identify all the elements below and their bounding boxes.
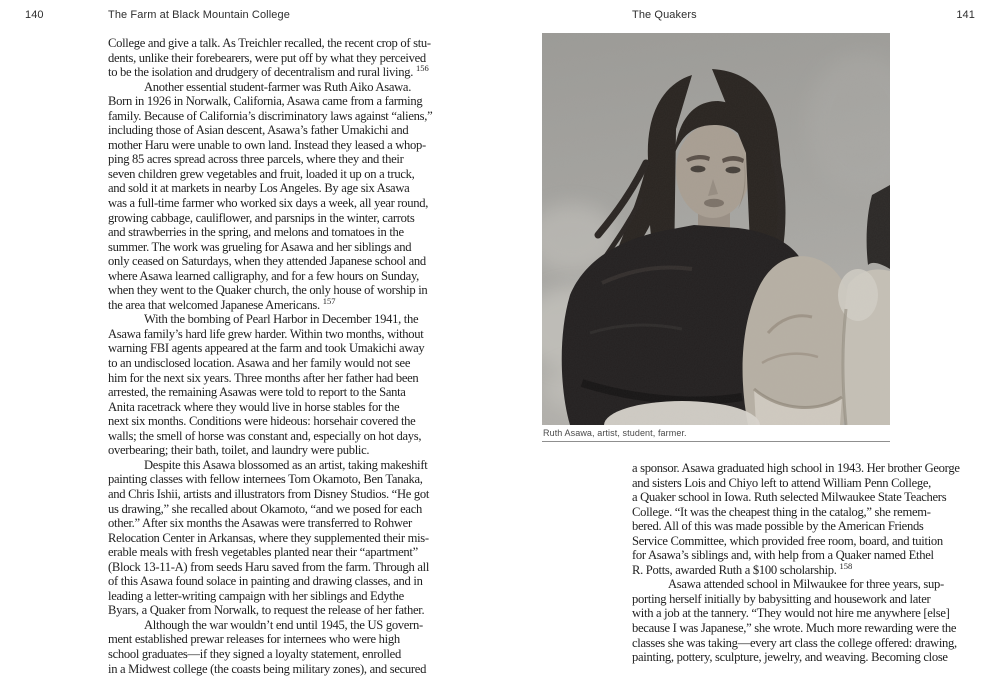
text-line: other.” After six months the Asawas were transferred to Rohwer <box>108 516 412 531</box>
text-line: Asawa family’s hard life grew harder. Within two months, without <box>108 326 424 341</box>
photo-caption: Ruth Asawa, artist, student, farmer. <box>543 428 687 438</box>
text-line: Service Committee, which provided free room, board, and tuition <box>632 533 943 548</box>
text-line: in a Midwest college (the coasts being military zones), and secured <box>108 661 427 676</box>
text-line: bered. All of this was made possible by the American Friends <box>632 519 924 534</box>
text-line: and Chris Ishii, artists and illustrators from Disney Studios. “He got <box>108 486 430 501</box>
page-number-left: 140 <box>25 9 44 21</box>
text-line: and strawberries in the spring, and melons and tomatoes in the <box>108 225 404 240</box>
text-line: Byars, a Quaker from Norwalk, to request the release of her father. <box>108 603 425 618</box>
text-line: school graduates—if they signed a loyalty statement, enrolled <box>108 646 401 661</box>
text-line: a sponsor. Asawa graduated high school in 1943. Her brother George <box>632 461 960 475</box>
text-line: with a job at the tannery. “They would not hire me anywhere [else] <box>632 606 950 621</box>
text-line: the area that welcomed Japanese Americans. $^{157}$ <box>108 295 336 312</box>
text-line: overbearing; their bath, toilet, and laundry were public. <box>108 443 370 458</box>
text-line: to an undisclosed location. Asawa and her family would not see <box>108 356 411 371</box>
text-line: dents, unlike their forebearers, were put off by what they perceived <box>108 50 426 65</box>
text-line: Another essential student-farmer was Ruth Aiko Asawa. <box>144 79 412 94</box>
ruth-asawa-photo-art <box>542 33 890 425</box>
left-page-text-column <box>108 36 464 676</box>
text-line: Relocation Center in Arkansas, where they supplemented their mis- <box>108 530 429 545</box>
text-line: (Block 13-11-A) from seeds Haru saved from the farm. Through all <box>108 559 430 574</box>
text-line: including those of Asian descent, Asawa’s father Umakichi and <box>108 123 409 138</box>
text-line: because I was Japanese,” she wrote. Much more rewarding were the <box>632 621 957 636</box>
page-number-right: 141 <box>956 9 975 21</box>
text-line: only ceased on Saturdays, when they attended Japanese school and <box>108 254 426 269</box>
text-line: seven children grew vegetables and fruit, loaded it up on a truck, <box>108 166 415 181</box>
text-line: him for the next six years. Three months after her father had been <box>108 370 419 385</box>
text-line: warning FBI agents appeared at the farm and took Umakichi away <box>108 341 425 356</box>
text-line: leading a letter-writing campaign with her siblings and Edythe <box>108 588 404 603</box>
text-line: when they went to the Quaker church, the only house of worship in <box>108 283 428 298</box>
caption-rule <box>542 441 890 442</box>
text-line: painting, pottery, sculpture, jewelry, and weaving. Becoming close <box>632 650 948 665</box>
text-line: Born in 1926 in Norwalk, California, Asawa came from a farming <box>108 94 423 109</box>
text-line: arrested, the remaining Asawas were told to report to the Santa <box>108 385 406 400</box>
text-line: ping 85 acres spread across three parcels, where they and their <box>108 152 404 167</box>
footnote-reference: 156 <box>415 62 429 73</box>
footnote-reference: 157 <box>322 295 336 306</box>
text-line: walls; the smell of horse was constant and, especially on hot days, <box>108 428 422 443</box>
text-line: was a full-time farmer who worked six days a week, all year round, <box>108 196 429 211</box>
text-line: erable meals with fresh vegetables planted near their “apartment” <box>108 545 418 560</box>
text-line: Despite this Asawa blossomed as an artist, taking makeshift <box>144 457 428 472</box>
text-line: a Quaker school in Iowa. Ruth selected Milwaukee State Teachers <box>632 490 947 505</box>
text-line: to be the isolation and drudgery of decentralism and rural living. $^{156}$ <box>108 62 429 80</box>
text-line: of this Asawa found solace in painting and drawing classes, and in <box>108 574 423 589</box>
text-line: us drawing,” she recalled about Okamoto, “and we posed for each <box>108 501 423 516</box>
text-line: summer. The work was grueling for Asawa and her siblings and <box>108 239 412 254</box>
text-line: mother Haru were unable to own land. Instead they leased a whop- <box>108 137 426 152</box>
text-line: classes she was taking—every art class the college offered: drawing, <box>632 635 957 650</box>
text-line: for Asawa’s siblings and, with help from a Quaker named Ethel <box>632 548 934 563</box>
footnote-reference: 158 <box>839 560 853 571</box>
text-line: Anita racetrack where they would live in horse stables for the <box>108 399 400 414</box>
photo-grain-overlay <box>542 33 890 425</box>
text-line: College. “It was the cheapest thing in the catalog,” she remem- <box>632 504 931 519</box>
text-line: R. Potts, awarded Ruth a $100 scholarship. $^{158}$ <box>632 560 853 577</box>
text-line: and sold it at markets in nearby Los Angeles. By age six Asawa <box>108 181 410 196</box>
text-line: growing cabbage, cauliflower, and parsnips in the winter, carrots <box>108 210 415 225</box>
running-head-left: The Farm at Black Mountain College <box>108 9 290 21</box>
text-line: College and give a talk. As Treichler recalled, the recent crop of stu- <box>108 36 431 50</box>
text-line: porting herself initially by babysitting and housework and later <box>632 591 931 606</box>
text-line: and sisters Lois and Chiyo left to attend William Penn College, <box>632 475 932 490</box>
text-line: With the bombing of Pearl Harbor in December 1941, the <box>144 312 419 327</box>
text-line: ment established prewar releases for internees who were high <box>108 632 400 647</box>
text-line: painting classes with fellow internees Tom Okamoto, Ben Tanaka, <box>108 472 423 487</box>
text-line: family. Because of California’s discriminatory laws against “aliens,” <box>108 108 433 123</box>
text-line: next six months. Conditions were hideous: horsehair covered the <box>108 414 416 429</box>
text-line: Asawa attended school in Milwaukee for three years, sup- <box>668 577 944 592</box>
text-line: where Asawa learned calligraphy, and for a few hours on Sunday, <box>108 268 419 283</box>
right-page-text-column <box>632 461 980 665</box>
ruth-asawa-photo <box>542 33 890 425</box>
text-line: Although the war wouldn’t end until 1945, the US govern- <box>144 617 423 632</box>
running-head-right: The Quakers <box>632 9 697 21</box>
